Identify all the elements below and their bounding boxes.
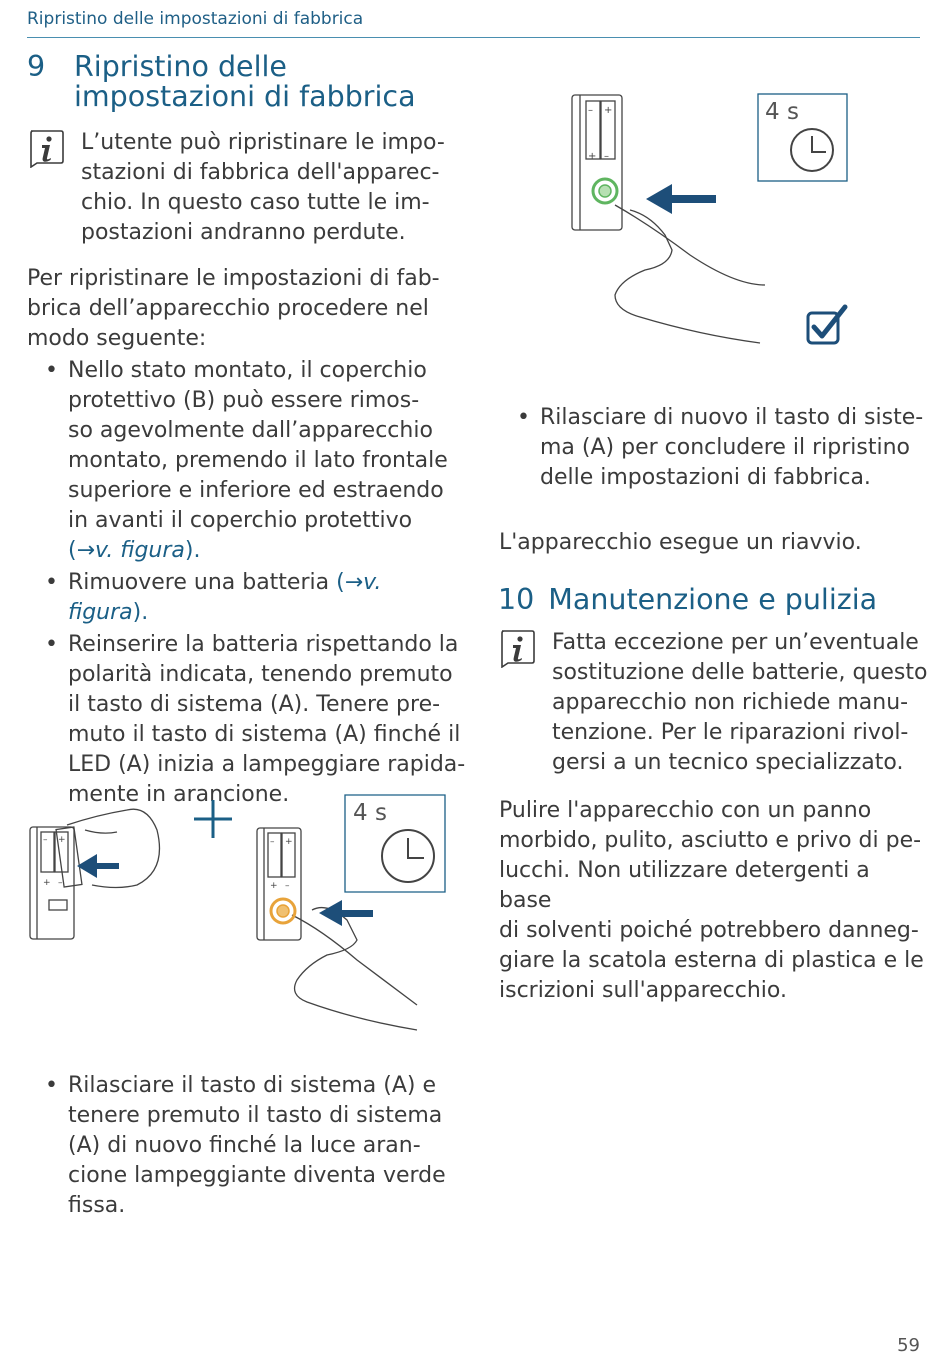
- arrow-left-icon: [77, 854, 119, 878]
- led-green-indicator: [593, 179, 617, 203]
- info-line: tenzione. Per le riparazioni rivol-: [552, 720, 909, 745]
- line: LED (A) inizia a lampeggiare rapida-: [68, 752, 466, 777]
- section-title: [74, 52, 434, 112]
- list-item: [27, 568, 467, 628]
- green-led-figure: [560, 85, 860, 350]
- clock-icon: [791, 129, 833, 171]
- running-header: Ripristino delle impostazioni di fabbrica: [27, 9, 920, 38]
- info-line: Fatta eccezione per un’eventuale: [552, 630, 919, 655]
- line: tenere premuto il tasto di sistema: [68, 1103, 443, 1128]
- line: mente in arancione.: [68, 782, 290, 807]
- line: • Nello stato montato, il coperchio: [68, 358, 427, 383]
- line: cione lampeggiante diventa verde: [68, 1163, 446, 1188]
- svg-text:–: –: [58, 878, 63, 888]
- page-number: 59: [897, 1335, 920, 1356]
- body-line: morbido, pulito, asciutto e privo di pe-: [499, 828, 922, 853]
- intro-line: brica dell’apparecchio procedere nel: [27, 296, 429, 321]
- line: delle impostazioni di fabbrica.: [540, 465, 871, 490]
- info-note: [27, 128, 447, 248]
- info-line: apparecchio non richiede manu-: [552, 690, 909, 715]
- steps-list-continued: [27, 1071, 467, 1223]
- svg-text:+: +: [604, 105, 613, 116]
- svg-text:+: +: [43, 878, 51, 888]
- line: superiore e inferiore ed estraendo: [68, 478, 444, 503]
- line: (A) di nuovo finché la luce aran-: [68, 1133, 421, 1158]
- body-line: Pulire l'apparecchio con un panno: [499, 798, 872, 823]
- info-icon: [27, 128, 65, 168]
- info-text: [552, 628, 927, 778]
- line: polarità indicata, tenendo premuto: [68, 662, 453, 687]
- svg-text:–: –: [604, 151, 609, 162]
- list-item: [499, 403, 929, 493]
- line: il tasto di sistema (A). Tenere pre-: [68, 692, 441, 717]
- svg-text:–: –: [285, 881, 290, 891]
- line: • Reinserire la batteria rispettando la: [68, 632, 459, 657]
- svg-text:–: –: [43, 835, 48, 845]
- section-number: 9: [27, 50, 46, 83]
- body-line: di solventi poiché potrebbero danneg-: [499, 918, 919, 943]
- svg-text:+: +: [58, 835, 66, 845]
- svg-text:+: +: [588, 151, 597, 162]
- arrow-left-icon: [646, 184, 716, 214]
- device-press-button-illustration: [572, 95, 765, 343]
- timer-label: 4 s: [353, 800, 387, 826]
- steps-list: [27, 356, 467, 812]
- checkbox-checked-icon: [808, 307, 845, 343]
- line: in avanti il coperchio protettivo: [68, 508, 413, 533]
- figure-reference-link[interactable]: (→v. figura).: [68, 538, 201, 563]
- info-line: postazioni andranno perdute.: [81, 220, 406, 245]
- info-line: chio. In questo caso tutte le im-: [81, 190, 430, 215]
- line: • Rilasciare di nuovo il tasto di siste-: [540, 405, 924, 430]
- info-icon: [498, 628, 536, 668]
- svg-text:+: +: [285, 837, 293, 847]
- list-item: [27, 630, 467, 810]
- battery-reset-figure: [27, 790, 457, 1040]
- cleaning-paragraph: [499, 796, 929, 1006]
- line: Rimuovere una batteria: [68, 570, 337, 595]
- body-line: iscrizioni sull'apparecchio.: [499, 978, 787, 1003]
- info-line: gersi a un tecnico specializzato.: [552, 750, 904, 775]
- clock-icon: [382, 830, 434, 882]
- line: ma (A) per concludere il ripristino: [540, 435, 910, 460]
- steps-list-right: [499, 403, 929, 495]
- info-line: stazioni di fabbrica dell'apparec-: [81, 160, 440, 185]
- figure-reference-link[interactable]: (→v. figura).: [68, 570, 382, 625]
- line: muto il tasto di sistema (A) finché il: [68, 722, 461, 747]
- line: protettivo (B) può essere rimos-: [68, 388, 420, 413]
- body-line: giare la scatola esterna di plastica e le: [499, 948, 924, 973]
- svg-text:–: –: [588, 105, 593, 116]
- section-title: Manutenzione e pulizia: [548, 583, 878, 616]
- section-10-heading: [498, 584, 918, 616]
- timer-label: 4 s: [765, 99, 799, 125]
- list-item: [27, 356, 467, 566]
- title-line: impostazioni di fabbrica: [74, 80, 416, 113]
- device-press-button-illustration: [257, 828, 417, 1030]
- list-item: [27, 1071, 467, 1221]
- reboot-note: L'apparecchio esegue un riavvio.: [499, 530, 862, 555]
- info-note: [498, 628, 928, 778]
- svg-text:+: +: [270, 881, 278, 891]
- line: • Rilasciare il tasto di sistema (A) e: [68, 1073, 437, 1098]
- info-line: L’utente può ripristinare le impo-: [81, 130, 445, 155]
- timer-box: [758, 94, 847, 181]
- info-line: sostituzione delle batterie, questo: [552, 660, 928, 685]
- line: montato, premendo il lato frontale: [68, 448, 448, 473]
- svg-text:–: –: [270, 837, 275, 847]
- line: fissa.: [68, 1193, 126, 1218]
- timer-box: [345, 795, 445, 892]
- intro-line: modo seguente:: [27, 326, 207, 351]
- title-line: Ripristino delle: [74, 50, 287, 83]
- line: so agevolmente dall’apparecchio: [68, 418, 433, 443]
- arrow-left-icon: [319, 900, 373, 926]
- section-number: 10: [498, 583, 535, 616]
- info-text: [81, 128, 445, 248]
- intro-line: Per ripristinare le impostazioni di fab-: [27, 266, 440, 291]
- led-orange-indicator: [271, 899, 295, 923]
- plus-icon: [194, 800, 232, 838]
- body-line: lucchi. Non utilizzare detergenti a base: [499, 858, 870, 913]
- intro-paragraph: [27, 264, 457, 354]
